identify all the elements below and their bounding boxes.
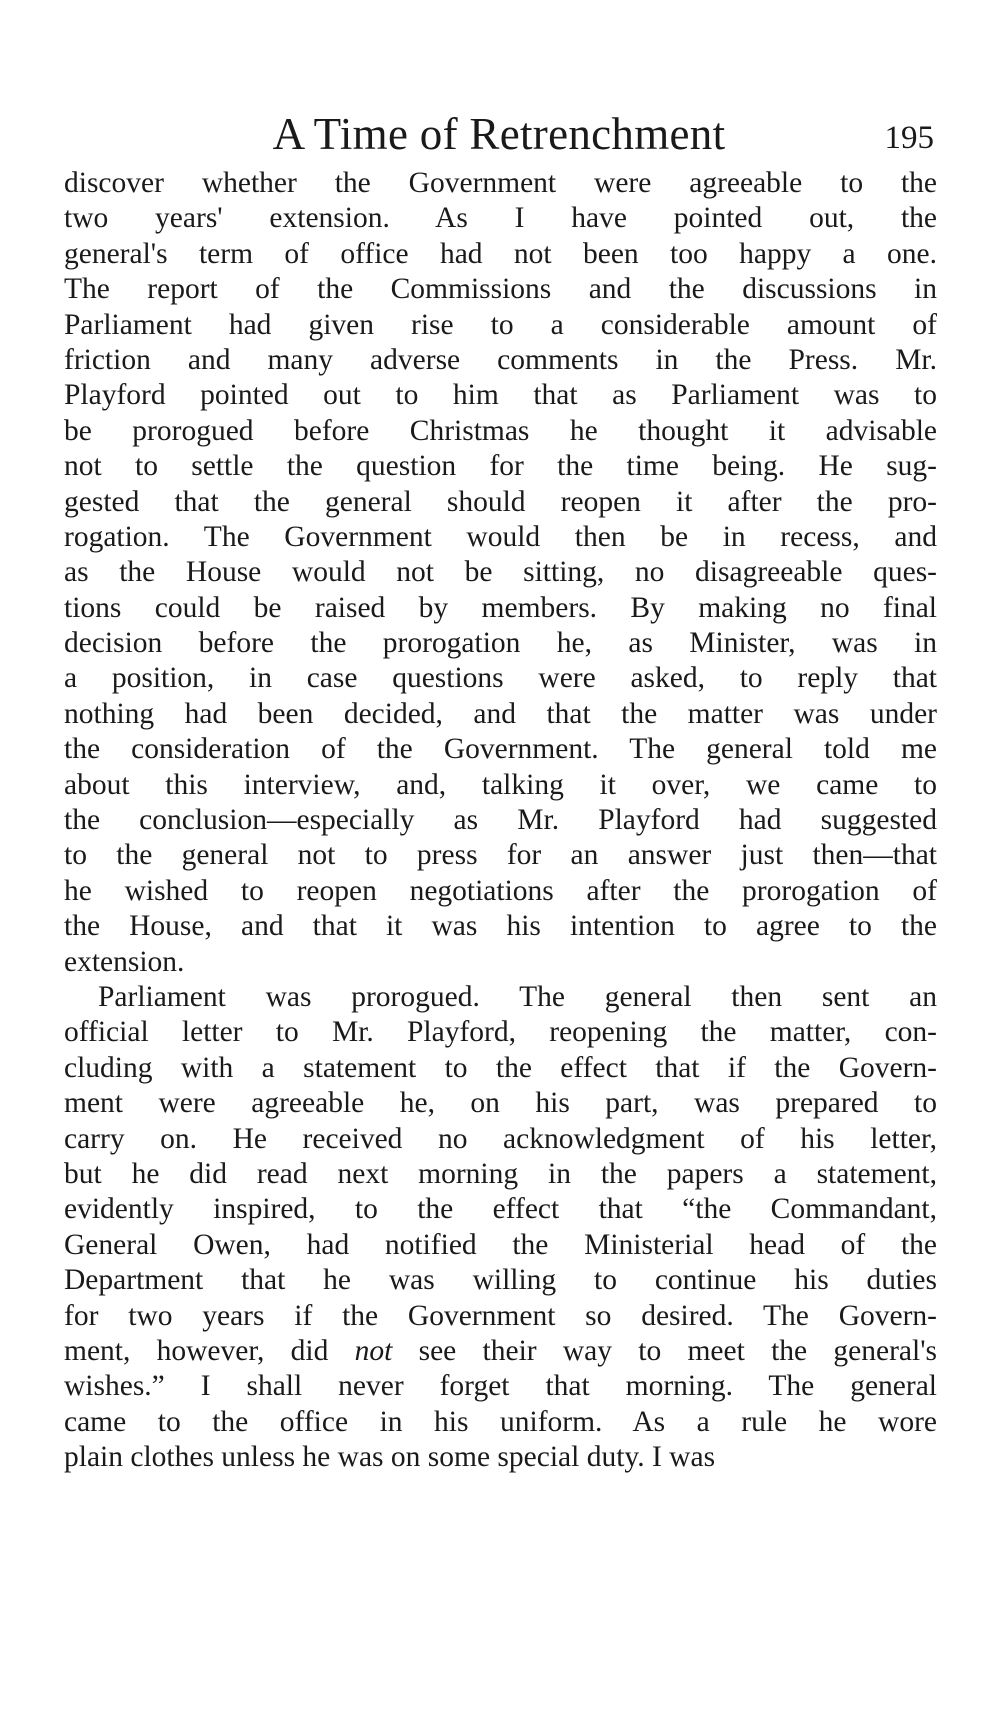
text-line: came to the office in his uniform. As a rule he wore [64,1405,937,1438]
text-line: as the House would not be sitting, no disagreeable ques- [64,556,937,589]
text-line: Playford pointed out to him that as Parliament was to [64,379,937,412]
text-line: ment were agreeable he, on his part, was prepared to [64,1087,937,1120]
page-number: 195 [884,120,934,156]
text-line: extension. [64,945,185,978]
text-line: the conclusion—especially as Mr. Playford had suggested [64,804,937,837]
text-line: two years' extension. As I have pointed out, the [64,202,937,235]
text-line: friction and many adverse comments in the Press. Mr. [64,343,937,376]
text-line: Department that he was willing to continue his duties [64,1264,937,1297]
text-line: evidently inspired, to the effect that “the Commandant, [64,1193,937,1226]
text-line: be prorogued before Christmas he thought it advisable [64,414,937,447]
text-line: official letter to Mr. Playford, reopening the matter, con- [64,1016,937,1049]
text-line: tions could be raised by members. By making no final [64,591,937,624]
text-line: nothing had been decided, and that the matter was under [64,697,937,730]
text-line: the House, and that it was his intention to agree to the [64,910,937,943]
text-line: a position, in case questions were asked, to reply that [64,662,937,695]
text-line: but he did read next morning in the papers a statement, [64,1157,937,1190]
paragraph [64,980,937,1475]
text-line: ment, however, did not see their way to meet the general's [64,1334,937,1367]
text-line: not to settle the question for the time being. He sug- [64,450,937,483]
text-line: general's term of office had not been too happy a one. [64,237,937,270]
paragraph [64,166,937,980]
text-line: the consideration of the Government. The general told me [64,733,937,766]
text-line: carry on. He received no acknowledgment of his letter, [64,1122,937,1155]
text-line: for two years if the Government so desired. The Govern- [64,1299,937,1332]
chapter-title: A Time of Retrenchment [272,109,726,159]
text-line: General Owen, had notified the Ministerial head of the [64,1228,937,1261]
text-line: plain clothes unless he was on some special duty. I was [64,1441,716,1474]
text-line: Parliament had given rise to a considerable amount of [64,308,937,341]
text-line: wishes.” I shall never forget that morning. The general [64,1370,937,1403]
text-line: to the general not to press for an answer just then—that [64,839,937,872]
body-text [64,166,937,1475]
text-line: decision before the prorogation he, as Minister, was in [64,627,937,660]
text-line: rogation. The Government would then be in recess, and [64,520,937,553]
text-line: The report of the Commissions and the discussions in [64,273,937,306]
text-line: he wished to reopen negotiations after the prorogation of [64,874,937,907]
text-line: discover whether the Government were agreeable to the [64,167,937,199]
text-line: about this interview, and, talking it over, we came to [64,768,937,801]
text-line: Parliament was prorogued. The general then sent an [98,980,937,1013]
text-line: gested that the general should reopen it after the pro- [64,485,937,518]
text-line: cluding with a statement to the effect that if the Govern- [64,1051,937,1084]
running-header [64,104,934,164]
